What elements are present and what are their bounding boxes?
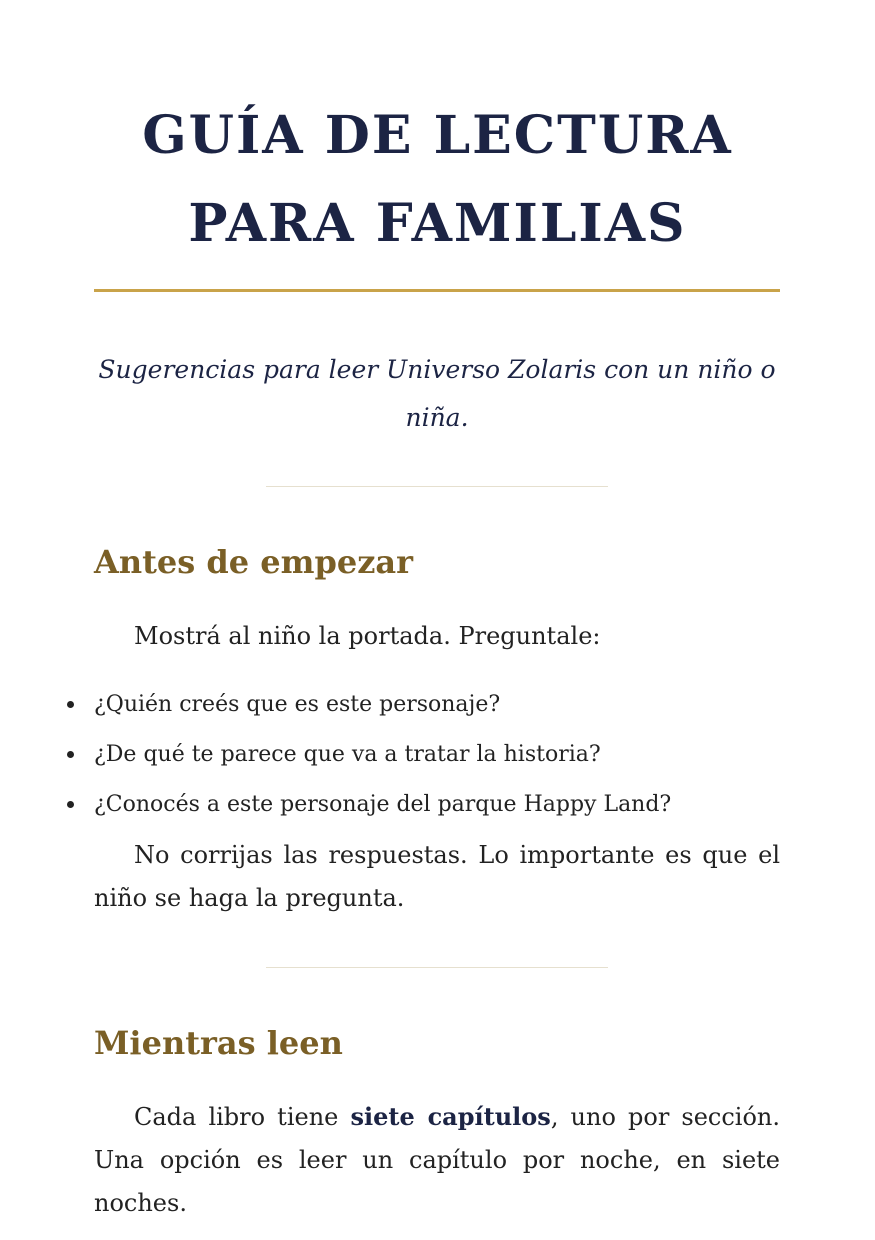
bullet-icon [67,701,74,708]
list-item [94,780,780,830]
page-title-line-2: PARA FAMILIAS [188,193,687,254]
title-divider [94,289,780,292]
page-title-line-1: GUÍA DE LECTURA [142,105,733,166]
section-intro: Mostrá al niño la portada. Preguntale: [134,622,601,650]
section-heading-before: Antes de empezar [94,543,413,581]
list-item-text: ¿Quién creés que es este personaje? [94,692,501,717]
bullet-icon [67,751,74,758]
list-item [94,730,780,780]
section-paragraph [94,1095,780,1225]
section-heading-while: Mientras leen [94,1024,343,1062]
list-item-text: ¿De qué te parece que va a tratar la historia? [94,742,601,767]
paragraph-text: , uno por sección. Una opción es leer un capítulo por noche, en siete noches. [94,1103,781,1217]
section-closing: No corrijas las respuestas. Lo importante es que el niño se haga la pregunta. [94,841,780,912]
bullet-icon [67,801,74,808]
list-item-text: ¿Conocés a este personaje del parque Happy Land? [94,792,672,817]
section-divider [266,486,608,487]
section-divider [266,967,608,968]
paragraph-text: Cada libro tiene [134,1103,351,1131]
page-title [0,92,875,268]
emphasis-text: siete capítulos [350,1102,551,1131]
question-list [94,680,780,830]
subtitle: Sugerencias para leer Universo Zolaris con un niño o niña. [98,355,776,432]
list-item [94,680,780,730]
